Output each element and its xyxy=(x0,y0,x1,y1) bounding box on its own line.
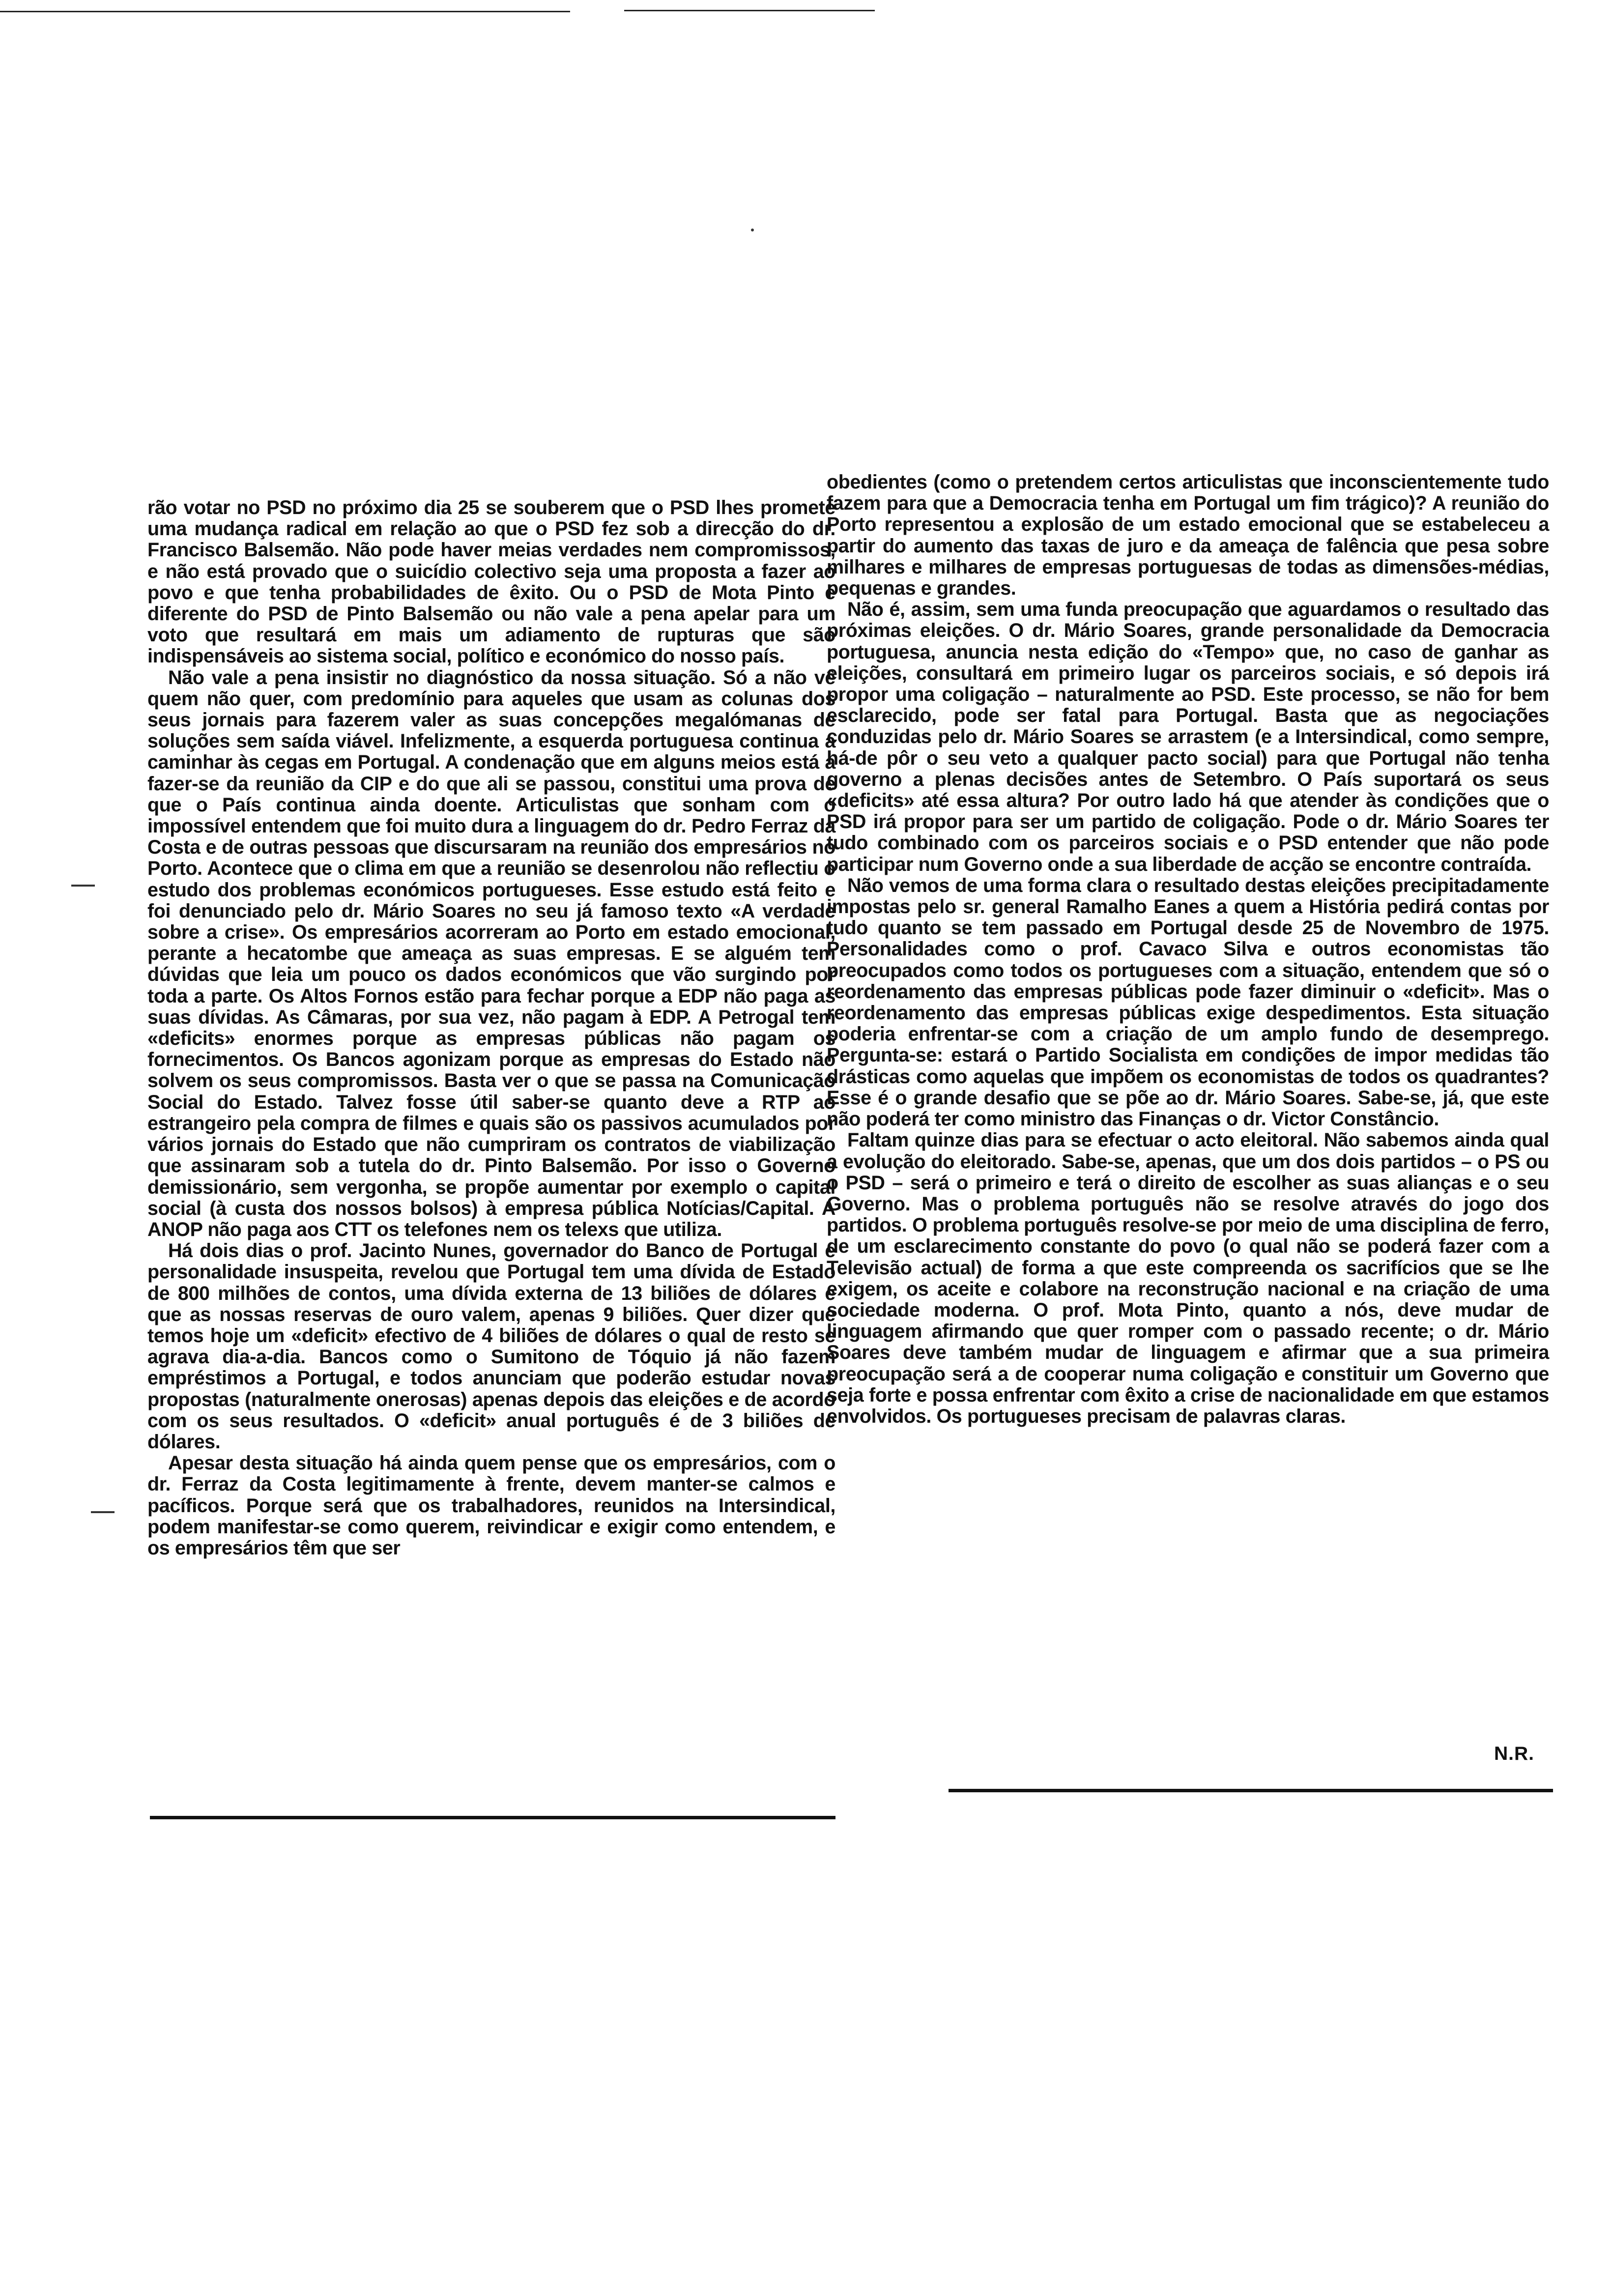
margin-mark xyxy=(71,885,95,887)
paragraph: Há dois dias o prof. Jacinto Nunes, governador do Banco de Portugal e personalidade insuspeita, revelou que Portugal tem uma dívida de Estado de 800 milhões de contos, uma dívida externa de 13 biliões de dólares e que as nossas reservas de ouro valem, apenas 9 biliões. Quer dizer que temos hoje um «deficit» efectivo de 4 biliões de dólares o qual de resto se agrava dia-a-dia. Bancos como o Sumitono de Tóquio já não fazem empréstimos a Portugal, e todos anunciam que poderão estudar novas propostas (naturalmente onerosas) apenas depois das eleições e de acordo com os seus resultados. O «deficit» anual português é de 3 biliões de dólares. xyxy=(147,1240,835,1453)
paragraph: Não vale a pena insistir no diagnóstico da nossa situação. Só a não vê quem não quer, com predomínio para aqueles que usam as colunas dos seus jornais para fazerem valer as suas concepções megalómanas de soluções sem saída viável. Infelizmente, a esquerda portuguesa continua a caminhar às cegas em Portugal. A condenação que em alguns meios está a fazer-se da reunião da CIP e do que ali se passou, constitui uma prova de que o País continua ainda doente. Articulistas que sonham com o impossível entendem que foi muito dura a linguagem do dr. Pedro Ferraz da Costa e de outras pessoas que discursaram na reunião dos empresários no Porto. Acontece que o clima em que a reunião se desenrolou não reflectiu o estudo dos problemas económicos portugueses. Esse estudo está feito e foi denunciado pelo dr. Mário Soares no seu já famoso texto «A verdade sobre a crise». Os empresários acorreram ao Porto em estado emocional, perante a hecatombe que ameaça as suas empresas. E se alguém tem dúvidas que leia um pouco os dados económicos que vão surgindo por toda a parte. Os Altos Fornos estão para fechar porque a EDP não paga as suas dívidas. As Câmaras, por sua vez, não pagam à EDP. A Petrogal tem «deficits» enormes porque as empresas públicas não pagam os fornecimentos. Os Bancos agonizam porque as empresas do Estado não solvem os seus compromissos. Basta ver o que se passa na Comunicação Social do Estado. Talvez fosse útil saber-se quanto deve a RTP ao estrangeiro pela compra de filmes e quais são os passivos acumulados por vários jornais do Estado que não cumpriram os contratos de viabilização que assinaram sob a tutela do dr. Pinto Balsemão. Por isso o Governo demissionário, sem vergonha, se propõe aumentar por exemplo o capital social (à custa dos nossos bolsos) à empresa pública Notícias/Capital. A ANOP não paga aos CTT os telefones nem os telexs que utiliza. xyxy=(147,666,835,1240)
column-end-rule xyxy=(949,1789,1553,1792)
scan-artifact-line xyxy=(0,11,570,12)
paragraph: Faltam quinze dias para se efectuar o acto eleitoral. Não sabemos ainda qual a evolução do eleitorado. Sabe-se, apenas, que um dos dois partidos – o PS ou o PSD – será o primeiro e terá o direito de escolher as suas alianças e o seu Governo. Mas o problema português não se resolve através do jogo dos partidos. O problema português resolve-se por meio de uma disciplina de ferro, de um esclarecimento constante do povo (o qual não se poderá fazer com a Televisão actual) de forma a que este compreenda os sacrifícios que se lhe exigem, os aceite e colabore na reconstrução nacional e na criação de uma sociedade moderna. O prof. Mota Pinto, quanto a nós, deve mudar de linguagem afirmando que quer romper com o passado recente; o dr. Mário Soares deve também mudar de linguagem e afirmar que a sua primeira preocupação será a de cooperar numa coligação e constituir um Governo que seja forte e possa enfrentar com êxito a crise de nacionalidade em que estamos envolvidos. Os portugueses precisam de palavras claras. xyxy=(827,1129,1549,1427)
scan-speck xyxy=(751,229,754,231)
column-end-rule xyxy=(150,1816,835,1819)
left-column xyxy=(147,497,835,1559)
paragraph: Apesar desta situação há ainda quem pense que os empresários, com o dr. Ferraz da Costa legitimamente à frente, devem manter-se calmos e pacíficos. Porque será que os trabalhadores, reunidos na Intersindical, podem manifestar-se como querem, reivindicar e exigir como entendem, e os empresários têm que ser xyxy=(147,1452,835,1559)
paragraph: rão votar no PSD no próximo dia 25 se souberem que o PSD lhes promete uma mudança radical em relação ao que o PSD fez sob a direcção do dr. Francisco Balsemão. Não pode haver meias verdades nem compromissos, e não está provado que o suicídio colectivo seja uma proposta a fazer ao povo e que tenha probabilidades de êxito. Ou o PSD de Mota Pinto é diferente do PSD de Pinto Balsemão ou não vale a pena apelar para um voto que resultará em mais um adiamento de rupturas que são indispensáveis ao sistema social, político e económico do nosso país. xyxy=(147,497,835,667)
author-signature: N.R. xyxy=(1494,1743,1534,1764)
paragraph: Não vemos de uma forma clara o resultado destas eleições precipitadamente impostas pelo sr. general Ramalho Eanes a quem a História pedirá contas por tudo quanto se tem passado em Portugal desde 25 de Novembro de 1975. Personalidades como o prof. Cavaco Silva e outros economistas tão preocupados como todos os portugueses com a situação, entendem que só o reordenamento das empresas públicas pode fazer diminuir o «deficit». Mas o reordenamento das empresas públicas exige despedimentos. Esta situação poderia enfrentar-se com a criação de um amplo fundo de desemprego. Pergunta-se: estará o Partido Socialista em condições de impor medidas tão drásticas como aquelas que impõem os economistas de todos os quadrantes? Esse é o grande desafio que se põe ao dr. Mário Soares. Sabe-se, já, que este não poderá ter como ministro das Finanças o dr. Victor Constâncio. xyxy=(827,874,1549,1130)
margin-mark xyxy=(91,1511,115,1513)
paragraph: Não é, assim, sem uma funda preocupação que aguardamos o resultado das próximas eleições. O dr. Mário Soares, grande personalidade da Democracia portuguesa, anuncia nesta edição do «Tempo» que, no caso de ganhar as eleições, consultará em primeiro lugar os parceiros sociais, e só depois irá propor uma coligação – naturalmente ao PSD. Este processo, se não for bem esclarecido, pode ser fatal para Portugal. Basta que as negociações conduzidas pelo dr. Mário Soares se arrastem (e a Intersindical, como sempre, há-de pôr o seu veto a qualquer pacto social) para que Portugal não tenha governo a plenas decisões antes de Setembro. O País suportará os seus «deficits» até essa altura? Por outro lado há que atender às condições que o PSD irá propor para ser um partido de coligação. Pode o dr. Mário Soares ter tudo combinado com os parceiros sociais e o PSD entender que não pode participar num Governo onde a sua liberdade de acção se encontre contraída. xyxy=(827,599,1549,875)
scan-artifact-line xyxy=(624,10,875,11)
right-column xyxy=(827,472,1549,1427)
paragraph: obedientes (como o pretendem certos articulistas que inconscientemente tudo fazem para que a Democracia tenha em Portugal um fim trágico)? A reunião do Porto representou a explosão de um estado emocional que se estabeleceu a partir do aumento das taxas de juro e da ameaça de falência que pesa sobre milhares e milhares de empresas portuguesas de todas as dimensões-médias, pequenas e grandes. xyxy=(827,471,1549,600)
